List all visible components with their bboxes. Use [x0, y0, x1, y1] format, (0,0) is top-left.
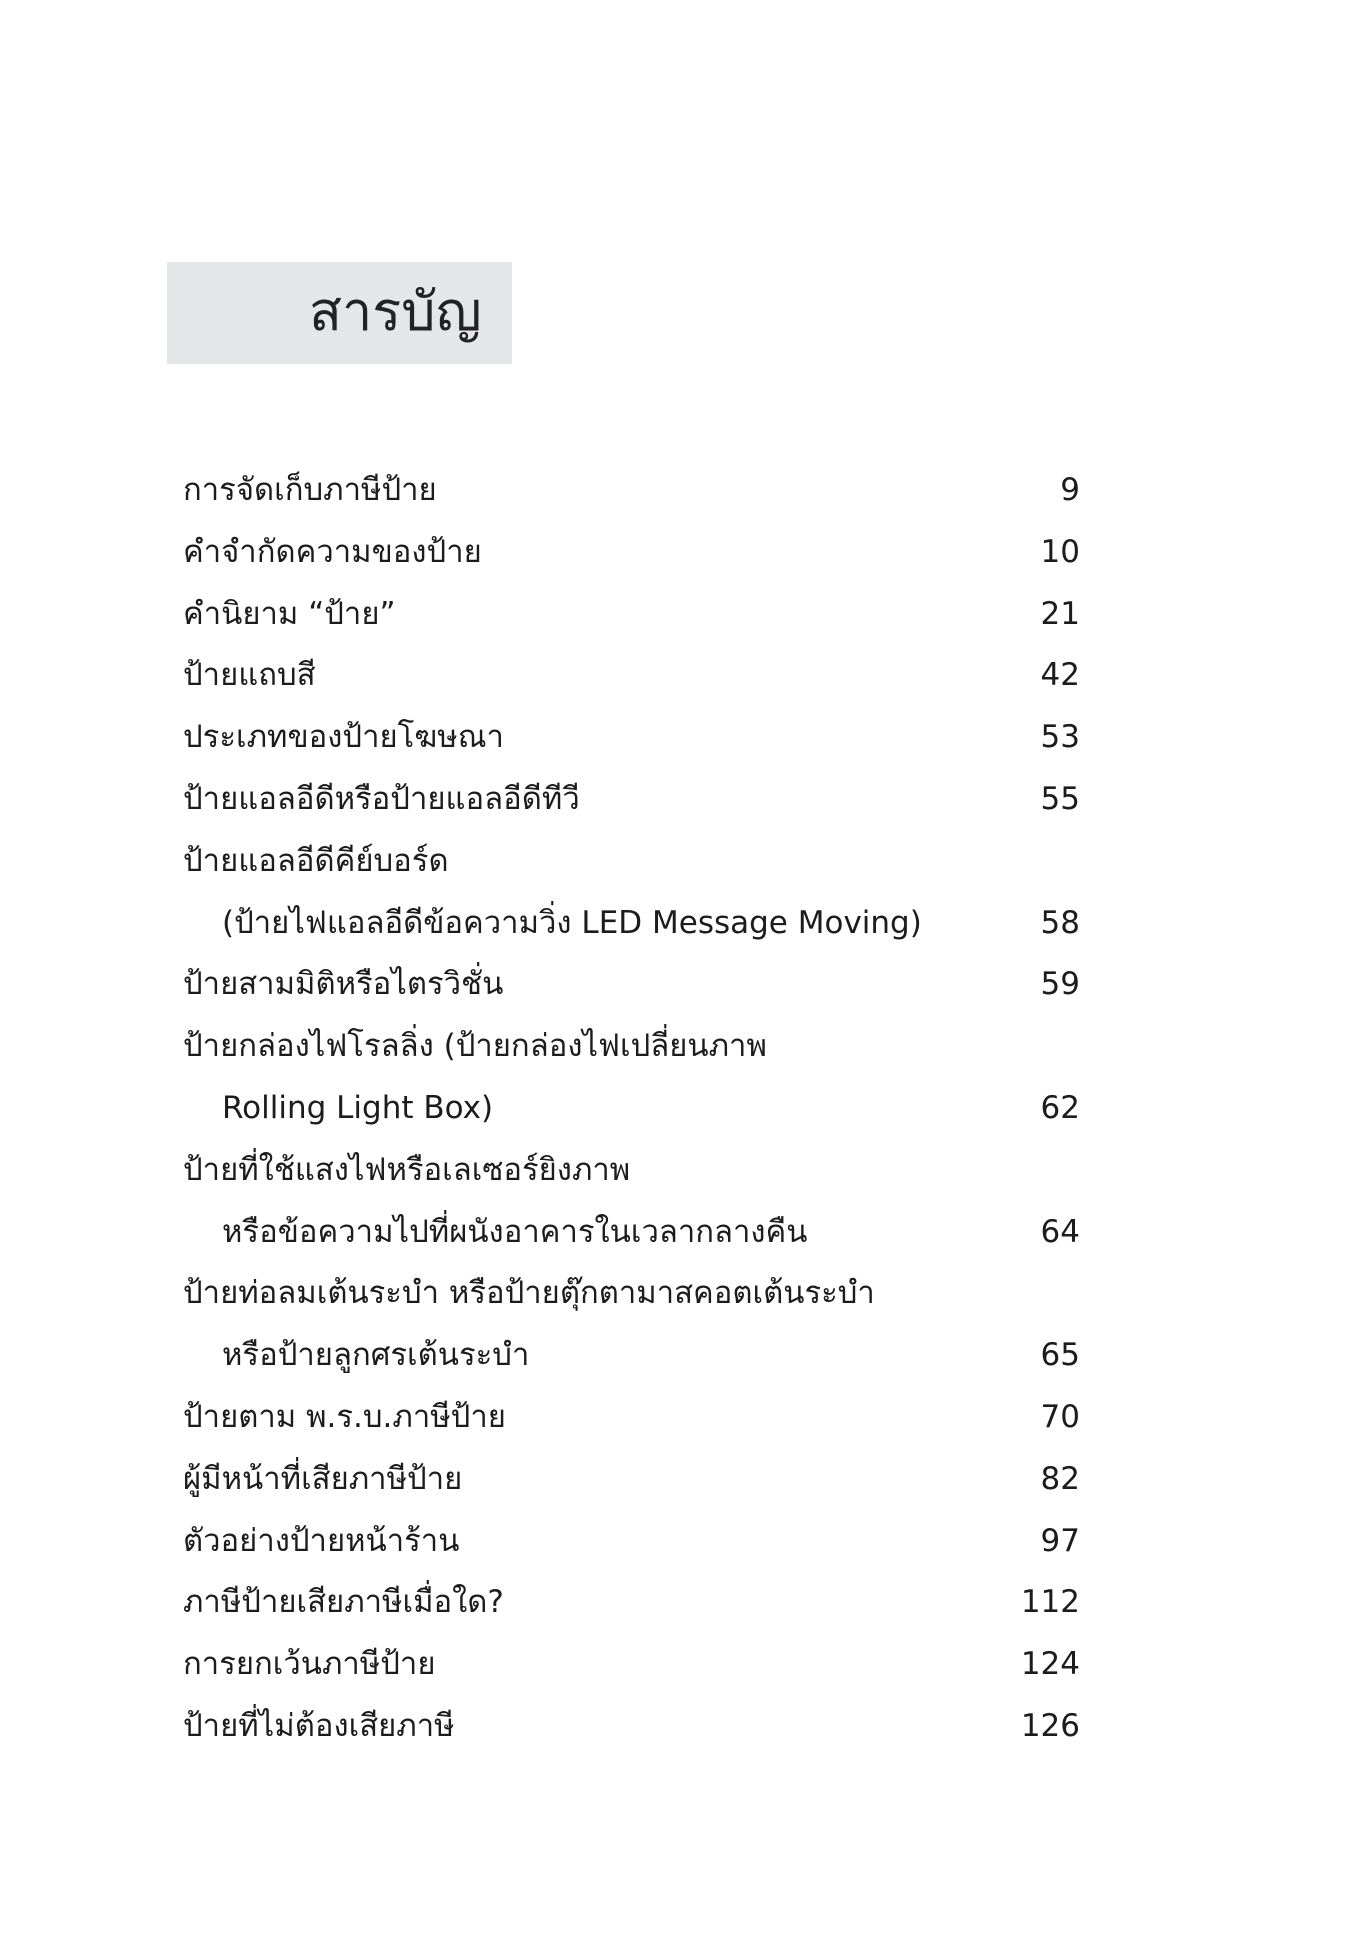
toc-entry-title: ภาษีป้ายเสียภาษีเมื่อใด? — [183, 1584, 504, 1621]
toc-entry-title: ป้ายกล่องไฟโรลลิ่ง (ป้ายกล่องไฟเปลี่ยนภาพ — [183, 1028, 767, 1065]
toc-entry-page: 21 — [1040, 595, 1080, 632]
toc-entry-page: 55 — [1040, 780, 1080, 817]
toc-entry-title: ป้ายที่ไม่ต้องเสียภาษี — [183, 1707, 455, 1744]
toc-entry — [183, 1511, 1080, 1573]
toc-entry — [183, 1572, 1080, 1634]
toc-entry — [183, 769, 1080, 831]
toc-entry-title: ป้ายแอลอีดีคีย์บอร์ด — [183, 842, 449, 879]
toc-entry — [183, 707, 1080, 769]
toc-entry — [183, 1696, 1080, 1758]
toc-entry-title: การยกเว้นภาษีป้าย — [183, 1646, 436, 1683]
toc-entry-title: ประเภทของป้ายโฆษณา — [183, 719, 504, 756]
toc-entry-page: 112 — [1020, 1584, 1080, 1621]
toc-entry — [183, 831, 1080, 893]
toc-entry-title: การจัดเก็บภาษีป้าย — [183, 472, 437, 508]
toc-entry-title: หรือข้อความไปที่ผนังอาคารในเวลากลางคืน — [222, 1213, 808, 1250]
table-of-contents — [183, 460, 1080, 1758]
toc-entry-page: 62 — [1040, 1089, 1080, 1126]
toc-entry-page: 126 — [1020, 1707, 1080, 1744]
toc-entry-title: ผู้มีหน้าที่เสียภาษีป้าย — [183, 1460, 463, 1497]
toc-entry-title: หรือป้ายลูกศรเต้นระบำ — [222, 1337, 530, 1374]
toc-entry-title: คำจำกัดความของป้าย — [183, 533, 482, 570]
toc-entry — [183, 460, 1080, 522]
toc-entry-page: 53 — [1040, 719, 1080, 756]
title-box — [167, 262, 512, 364]
toc-entry-title: ป้ายตาม พ.ร.บ.ภาษีป้าย — [183, 1398, 506, 1435]
toc-entry — [183, 1634, 1080, 1696]
toc-entry — [183, 645, 1080, 707]
toc-entry-title: Rolling Light Box) — [222, 1089, 494, 1126]
toc-entry-page: 59 — [1040, 966, 1080, 1003]
toc-entry-title: (ป้ายไฟแอลอีดีข้อความวิ่ง LED Message Moving) — [222, 904, 922, 941]
toc-entry-page: 82 — [1040, 1460, 1080, 1497]
toc-entry — [183, 1140, 1080, 1202]
toc-entry — [183, 1387, 1080, 1449]
toc-entry — [183, 954, 1080, 1016]
toc-entry-page: 70 — [1040, 1398, 1080, 1435]
toc-entry-continuation — [183, 1078, 1080, 1140]
toc-entry-title: ป้ายที่ใช้แสงไฟหรือเลเซอร์ยิงภาพ — [183, 1151, 631, 1188]
toc-entry-title: ตัวอย่างป้ายหน้าร้าน — [183, 1522, 460, 1559]
toc-entry — [183, 1449, 1080, 1511]
toc-entry — [183, 584, 1080, 646]
toc-entry-title: ป้ายแอลอีดีหรือป้ายแอลอีดีทีวี — [183, 780, 580, 817]
toc-entry-title: ป้ายสามมิติหรือไตรวิชั่น — [183, 966, 504, 1003]
toc-entry-title: คำนิยาม “ป้าย” — [183, 595, 396, 632]
toc-entry-continuation — [183, 1325, 1080, 1387]
toc-entry-title: ป้ายท่อลมเต้นระบำ หรือป้ายตุ๊กตามาสคอตเต้นระบำ — [183, 1275, 875, 1312]
toc-entry-page: 9 — [1060, 472, 1080, 508]
toc-entry-continuation — [183, 1202, 1080, 1264]
toc-entry-continuation — [183, 893, 1080, 955]
toc-entry-title: ป้ายแถบสี — [183, 657, 316, 694]
toc-entry-page: 97 — [1040, 1522, 1080, 1559]
toc-entry-page: 64 — [1040, 1213, 1080, 1250]
toc-entry — [183, 1263, 1080, 1325]
toc-entry-page: 124 — [1020, 1646, 1080, 1683]
toc-entry-page: 58 — [1040, 904, 1080, 941]
toc-entry-page: 65 — [1040, 1337, 1080, 1374]
toc-entry — [183, 1016, 1080, 1078]
toc-entry — [183, 522, 1080, 584]
toc-entry-page: 10 — [1040, 533, 1080, 570]
page-title: สารบัญ — [309, 280, 482, 343]
toc-entry-page: 42 — [1040, 657, 1080, 694]
